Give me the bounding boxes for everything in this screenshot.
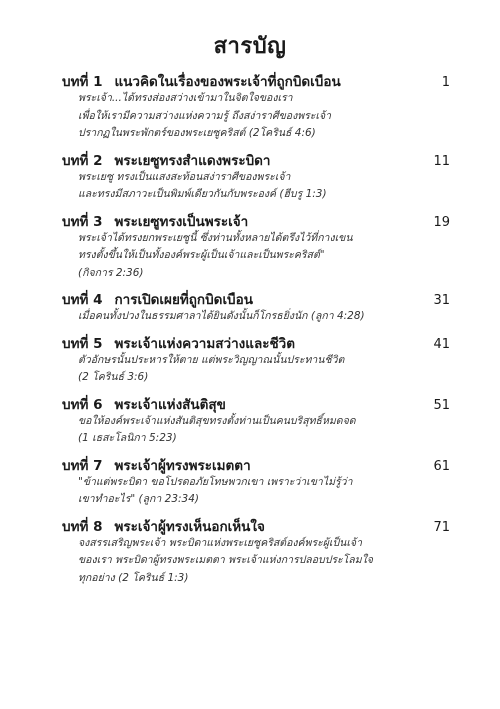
page-number: 61 bbox=[433, 458, 450, 474]
chapter-label: บทที่ 2 bbox=[62, 152, 103, 169]
toc-entry bbox=[62, 210, 450, 283]
description-line: พระเยซู ทรงเป็นแสงสะท้อนสง่าราศีของพระเจ้า bbox=[78, 170, 291, 183]
toc-entry-heading bbox=[62, 210, 248, 232]
toc-entry-heading-row bbox=[62, 288, 450, 308]
description-line: พระเจ้า...ได้ทรงส่องสว่างเข้ามาในจิตใจของเรา bbox=[78, 92, 293, 104]
chapter-label: บทที่ 8 bbox=[62, 518, 103, 535]
toc-entry-heading-row bbox=[62, 393, 450, 413]
chapter-description bbox=[78, 413, 450, 448]
toc-entry bbox=[62, 515, 450, 588]
description-line: "ข้าแต่พระบิดา ขอโปรดอภัยโทษพวกเขา เพราะว่าเขาไม่รู้ว่า bbox=[78, 475, 353, 488]
page-number: 1 bbox=[441, 75, 450, 90]
table-of-contents bbox=[62, 70, 450, 593]
chapter-description bbox=[78, 169, 450, 204]
description-line: ตัวอักษรนั้นประหารให้ตาย แต่พระวิญญาณนั้นประทานชีวิต bbox=[78, 353, 345, 366]
toc-entry-heading-row bbox=[62, 149, 450, 169]
chapter-label: บทที่ 1 bbox=[62, 74, 103, 90]
chapter-title: พระเยซูทรงสำแดงพระบิดา bbox=[114, 152, 271, 169]
chapter-title: พระเจ้าแห่งความสว่างและชีวิต bbox=[114, 335, 295, 352]
toc-entry-heading bbox=[62, 454, 251, 476]
chapter-title: พระเจ้าผู้ทรงเห็นอกเห็นใจ bbox=[114, 518, 265, 535]
toc-entry bbox=[62, 149, 450, 204]
toc-entry-heading-row bbox=[62, 454, 450, 474]
description-line: เมื่อคนทั้งปวงในธรรมศาลาได้ยินดังนั้นก็โกรธยิ่งนัก (ลูกา 4:28) bbox=[78, 310, 365, 322]
chapter-label: บทที่ 5 bbox=[62, 335, 103, 352]
toc-entry-heading bbox=[62, 70, 341, 92]
description-line: พระเจ้าได้ทรงยกพระเยซูนี้ ซึ่งท่านทั้งหลายได้ตรึงไว้ที่กางเขน bbox=[78, 231, 353, 244]
page-number: 71 bbox=[433, 519, 450, 535]
description-line: (1 เธสะโลนิกา 5:23) bbox=[78, 432, 177, 444]
page-number: 31 bbox=[433, 293, 450, 308]
toc-entry bbox=[62, 332, 450, 387]
toc-entry-heading-row bbox=[62, 70, 450, 90]
chapter-description bbox=[78, 230, 450, 283]
chapter-label: บทที่ 7 bbox=[62, 457, 103, 474]
toc-entry-heading-row bbox=[62, 210, 450, 230]
description-line: จงสรรเสริญพระเจ้า พระบิดาแห่งพระเยซูคริสต์องค์พระผู้เป็นเจ้า bbox=[78, 536, 362, 549]
description-line: และทรงมีสภาวะเป็นพิมพ์เดียวกันกับพระองค์ (ฮีบรู 1:3) bbox=[78, 188, 327, 200]
description-line: ของเรา พระบิดาผู้ทรงพระเมตตา พระเจ้าแห่งการปลอบประโลมใจ bbox=[78, 554, 373, 566]
chapter-description bbox=[78, 535, 450, 588]
description-line: (2 โครินธ์ 3:6) bbox=[78, 371, 149, 383]
chapter-description bbox=[78, 474, 450, 509]
chapter-description bbox=[78, 90, 450, 143]
description-line: (กิจการ 2:36) bbox=[78, 266, 144, 279]
toc-entry-heading bbox=[62, 515, 265, 537]
toc-entry bbox=[62, 393, 450, 448]
description-line: เขาทำอะไร" (ลูกา 23:34) bbox=[78, 493, 199, 505]
page-number: 41 bbox=[433, 336, 450, 352]
toc-entry-heading bbox=[62, 332, 295, 354]
chapter-title: การเปิดเผยที่ถูกบิดเบือน bbox=[114, 292, 253, 308]
toc-entry bbox=[62, 70, 450, 143]
description-line: เพื่อให้เรามีความสว่างแห่งความรู้ ถึงสง่าราศีของพระเจ้า bbox=[78, 109, 332, 122]
description-line: ปรากฏในพระพักตร์ของพระเยซูคริสต์ (2โครินธ์ 4:6) bbox=[78, 127, 316, 139]
toc-entry-heading bbox=[62, 393, 226, 415]
chapter-description bbox=[78, 308, 450, 326]
chapter-label: บทที่ 6 bbox=[62, 396, 103, 413]
chapter-title: พระเยซูทรงเป็นพระเจ้า bbox=[114, 213, 249, 230]
toc-entry-heading-row bbox=[62, 515, 450, 535]
chapter-label: บทที่ 3 bbox=[62, 213, 103, 230]
chapter-description bbox=[78, 352, 450, 387]
toc-entry bbox=[62, 288, 450, 326]
description-line: ทรงตั้งขึ้นให้เป็นทั้งองค์พระผู้เป็นเจ้าและเป็นพระคริสต์" bbox=[78, 249, 325, 261]
chapter-title: แนวคิดในเรื่องของพระเจ้าที่ถูกบิดเบือน bbox=[114, 74, 341, 90]
toc-entry-heading bbox=[62, 288, 253, 310]
page-number: 51 bbox=[433, 397, 450, 413]
toc-entry bbox=[62, 454, 450, 509]
chapter-label: บทที่ 4 bbox=[62, 292, 103, 308]
page-number: 19 bbox=[433, 214, 450, 230]
toc-entry-heading-row bbox=[62, 332, 450, 352]
description-line: ทุกอย่าง (2 โครินธ์ 1:3) bbox=[78, 571, 189, 584]
chapter-title: พระเจ้าแห่งสันติสุข bbox=[114, 396, 226, 413]
description-line: ขอให้องค์พระเจ้าแห่งสันติสุขทรงตั้งท่านเป็นคนบริสุทธิ์หมดจด bbox=[78, 414, 356, 427]
chapter-title: พระเจ้าผู้ทรงพระเมตตา bbox=[114, 457, 251, 474]
toc-entry-heading bbox=[62, 149, 271, 171]
page-number: 11 bbox=[433, 153, 450, 169]
page-title: สารบัญ bbox=[213, 34, 287, 59]
